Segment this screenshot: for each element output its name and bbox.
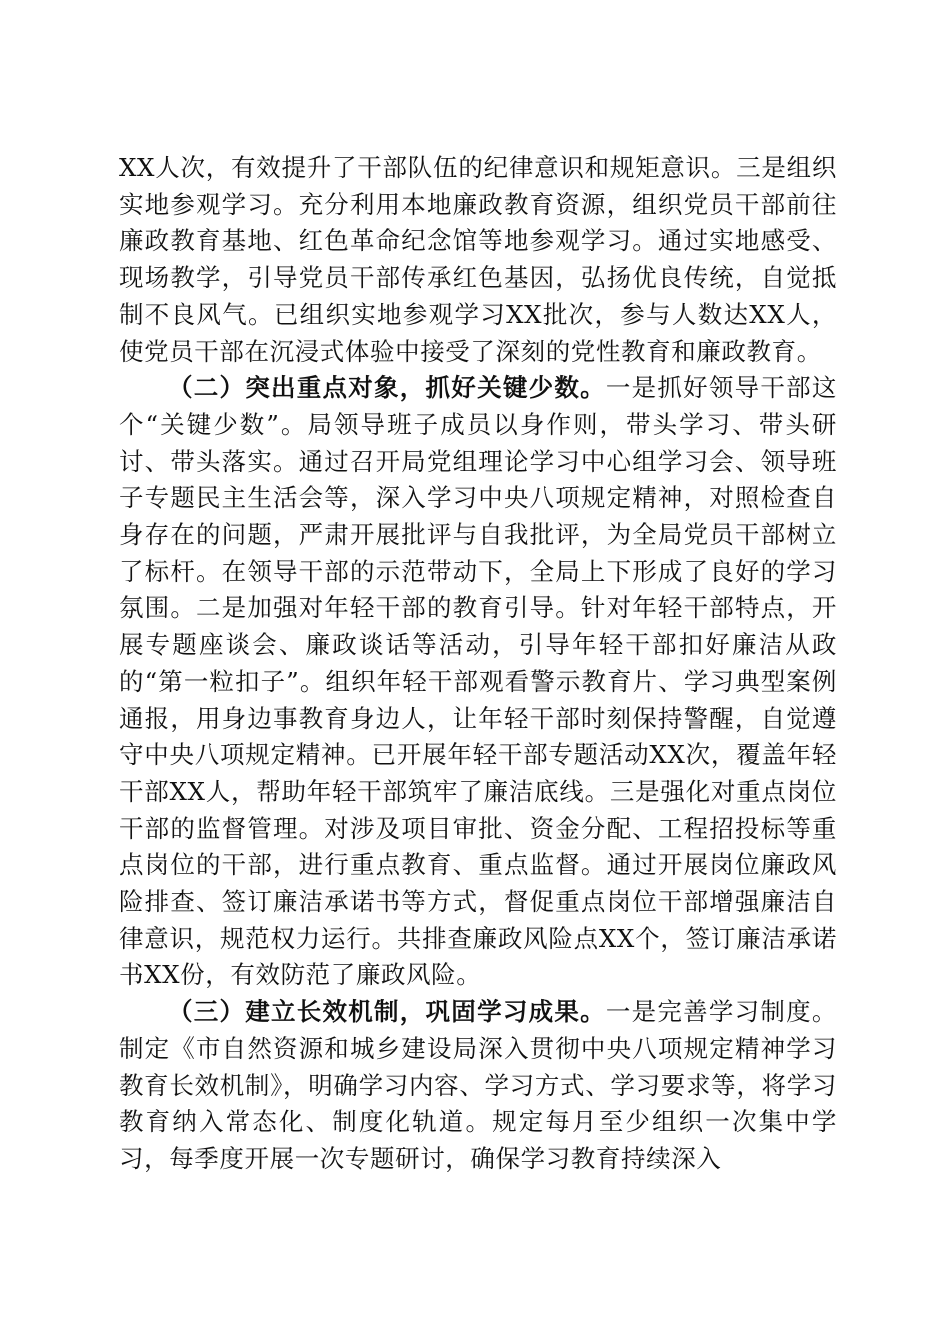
paragraph-text: 一是抓好领导干部这个“关键少数”。局领导班子成员以身作则，带头学习、带头研讨、带头落实。通过召开局党组理论学习中心组学习会、领导班子专题民主生活会等，深入学习中央八项规定精神，对照检查自身存在的问题，严肃开展批评与自我批评，为全局党员干部树立了标杆。在领导干部的示范带动下，全局上下形成了良好的学习氛围。二是加强对年轻干部的教育引导。针对年轻干部特点，开展专题座谈会、廉政谈话等活动，引导年轻干部扣好廉洁从政的“第一粒扣子”。组织年轻干部观看警示教育片、学习典型案例通报，用身边事教育身边人，让年轻干部时刻保持警醒，自觉遵守中央八项规定精神。已开展年轻干部专题活动XX次，覆盖年轻干部XX人，帮助年轻干部筑牢了廉洁底线。三是强化对重点岗位干部的监督管理。对涉及项目审批、资金分配、工程招投标等重点岗位的干部，进行重点教育、重点监督。通过开展岗位廉政风险排查、签订廉洁承诺书等方式，督促重点岗位干部增强廉洁自律意识，规范权力运行。共排查廉政风险点XX个，签订廉洁承诺书XX份，有效防范了廉政风险。 bbox=[119, 373, 837, 990]
paragraph-text: XX人次，有效提升了干部队伍的纪律意识和规矩意识。三是组织实地参观学习。充分利用本地廉政教育资源，组织党员干部前往廉政教育基地、红色革命纪念馆等地参观学习。通过实地感受、现场教学，引导党员干部传承红色基因，弘扬优良传统，自觉抵制不良风气。已组织实地参观学习XX批次，参与人数达XX人，使党员干部在沉浸式体验中接受了深刻的党性教育和廉政教育。 bbox=[119, 153, 837, 366]
paragraph-section-3 bbox=[119, 994, 837, 1178]
paragraph-continuation bbox=[119, 150, 837, 370]
section-heading: （二）突出重点对象，抓好关键少数。 bbox=[168, 373, 606, 403]
paragraph-text: 一是完善学习制度。制定《市自然资源和城乡建设局深入贯彻中央八项规定精神学习教育长效机制》，明确学习内容、学习方式、学习要求等，将学习教育纳入常态化、制度化轨道。规定每月至少组织一次集中学习，每季度开展一次专题研讨，确保学习教育持续深入 bbox=[119, 997, 837, 1173]
document-body bbox=[119, 150, 837, 1178]
paragraph-section-2 bbox=[119, 370, 837, 994]
section-heading: （三）建立长效机制，巩固学习成果。 bbox=[168, 997, 606, 1027]
